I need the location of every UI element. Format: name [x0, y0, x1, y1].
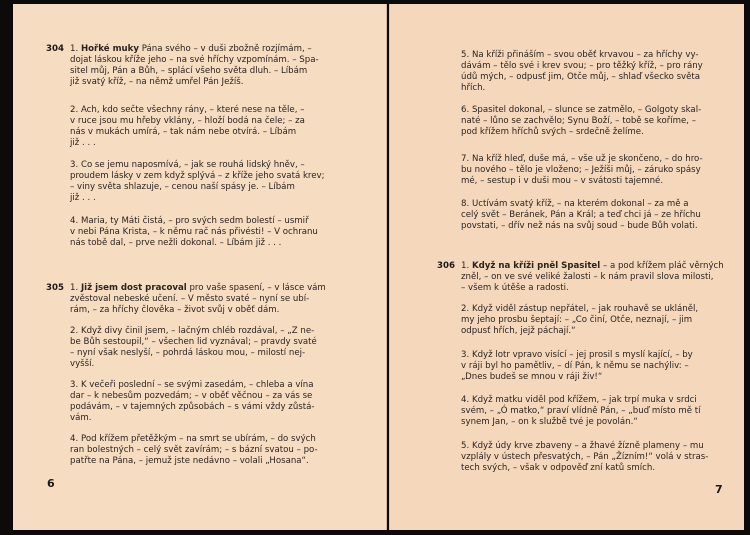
- hymn-title: Když na kříži pněl Spasitel: [471, 261, 601, 271]
- verse-line: 8. Uctívám svatý kříž, – na kterém dokonal – za mě a: [461, 199, 689, 209]
- stanza-number: 5.: [461, 441, 470, 451]
- verse-line: tech svých, – však v odpověď zní katů smích.: [461, 463, 656, 474]
- stanza: [70, 380, 346, 424]
- verse-line: celý svět – Beránek, Pán a Král; a teď chci já – ze hříchu: [461, 210, 701, 221]
- verse-line: v nebi Pána Krista, – k němu rač nás přivésti! – V ochranu: [70, 227, 318, 238]
- verse-line: zvěstoval nebeské učení. – V město svaté – nyní se ubí-: [70, 294, 310, 305]
- stanza: [461, 261, 731, 294]
- verse-line: v ruce jsou mu hřeby vklány, – hloží bodá na čele; – za: [70, 116, 305, 127]
- verse-line: zněl, – on ve své veliké žalosti – k nám pravil slova milosti,: [461, 272, 714, 283]
- stanza: [70, 434, 346, 467]
- stanza-number: 8.: [461, 199, 470, 209]
- verse-line: dar – k nebesům pozvedám; – v oběť věčnou – za vás se: [70, 391, 313, 402]
- stanza: [70, 105, 346, 149]
- verse-line: „Dnes budeš se mnou v ráji živ!“: [461, 372, 603, 383]
- stanza-number: 2.: [461, 304, 470, 314]
- verse-line: 4. Pod křížem přetěžkým – na smrt se ubírám, – do svých: [70, 434, 316, 444]
- stanza-number: 5.: [461, 50, 470, 60]
- stanza: [70, 216, 346, 249]
- verse-line: 5. Na kříži přináším – svou oběť krvavou – za hříchy vy-: [461, 50, 699, 60]
- stanza: [461, 105, 731, 138]
- verse-line: 6. Spasitel dokonal, – slunce se zatmělo, – Golgoty skal-: [461, 105, 702, 115]
- verse-line: již . . .: [70, 138, 96, 149]
- verse-line: sitel můj, Pán a Bůh, – splácí všeho světa dluh. – Líbám: [70, 66, 308, 77]
- verse-line: bu nového – tělo je vloženo; – Ježíši můj, – záruko spásy: [461, 165, 701, 176]
- stanza: [461, 154, 731, 187]
- verse-line: – viny světa shlazuje, – cenou naší spásy je. – Líbám: [70, 182, 295, 193]
- stanza-number: 4.: [70, 216, 79, 226]
- hymn-number: 305: [46, 283, 64, 293]
- stanza-number: 6.: [461, 105, 470, 115]
- stanza-number: 4.: [70, 434, 79, 444]
- verse-line: svém, – „Ó matko,“ praví vlídně Pán, – „buď místo mě tí: [461, 406, 701, 417]
- verse-line: 2. Když viděl zástup nepřátel, – jak rouhavě se ukláněl,: [461, 304, 699, 314]
- verse-line: my jeho prosbu šeptají: – „Co činí, Otče, neznají, – jim: [461, 315, 693, 326]
- stanza-number: 3.: [70, 160, 79, 170]
- verse-line: nás v mukách umírá, – tak nám nebe otvírá. – Líbám: [70, 127, 297, 138]
- stanza-number: 2.: [70, 326, 79, 336]
- stanza-number: 3.: [70, 380, 79, 390]
- left-page: [13, 4, 387, 530]
- verse-line: údů mých, – odpusť jim, Otče můj, – shlaď všecko světa: [461, 72, 701, 83]
- verse-line: hřích.: [461, 83, 486, 94]
- stanza: [70, 283, 346, 316]
- verse-line: proudem lásky v zem když splývá – z kříže jeho svatá krev;: [70, 171, 325, 182]
- verse-line: 1. Když na kříži pněl Spasitel – a pod křížem pláč věrných: [461, 261, 724, 271]
- verse-line: synem Jan, – on k službě tvé je povolán.“: [461, 417, 638, 428]
- stanza-number: 1.: [70, 283, 79, 293]
- verse-line: 7. Na kříž hleď, duše má, – vše už je skončeno, – do hro-: [461, 154, 703, 164]
- verse-line: dojat láskou kříže jeho – na své hříchy vzpomínám. – Spa-: [70, 55, 319, 66]
- verse-line: dávám – tělo své i krev svou; – pro těžký kříž, – pro rány: [461, 61, 703, 72]
- verse-line: 4. Když matku viděl pod křížem, – jak trpí muka v srdci: [461, 395, 697, 405]
- verse-line: – všem k útěše a radosti.: [461, 283, 569, 294]
- verse-line: vám.: [70, 413, 92, 424]
- page-number-left: 6: [47, 477, 55, 490]
- verse-line: povstati, – dřív než nás na svůj soud – bude Bůh volati.: [461, 221, 698, 232]
- stanza: [70, 326, 346, 370]
- stanza-number: 4.: [461, 395, 470, 405]
- verse-line: již svatý kříž, – na němž umřel Pán Ježíš.: [70, 77, 244, 88]
- stanza: [461, 441, 731, 474]
- verse-line: rám, – za hříchy člověka – život svůj v oběť dám.: [70, 305, 280, 316]
- stanza-number: 7.: [461, 154, 470, 164]
- verse-line: vzplály v ústech přesvatých, – Pán „Žízním!“ volá v stras-: [461, 452, 709, 463]
- right-page: [389, 4, 744, 530]
- verse-line: nás tobě dal, – prve nežli dokonal. – Líbám již . . .: [70, 238, 282, 249]
- verse-line: podávám, – v tajemných způsobách – s vámi vždy zůstá-: [70, 402, 315, 413]
- verse-line: be Bůh sestoupil,“ – všechen lid vyznával; – pravdy svaté: [70, 337, 317, 348]
- verse-line: 1. Již jsem dost pracoval pro vaše spasení, – v lásce vám: [70, 283, 326, 293]
- stanza: [461, 395, 731, 428]
- hymn-title: Hořké muky: [80, 44, 139, 54]
- verse-line: patřte na Pána, – jemuž jste nedávno – volali „Hosana“.: [70, 456, 309, 467]
- stanza: [70, 44, 346, 88]
- verse-line: 1. Hořké muky Pána svého – v duši zbožně rozjímám, –: [70, 44, 312, 54]
- stanza: [70, 160, 346, 204]
- verse-line: 2. Když divy činil jsem, – lačným chléb rozdával, – „Z ne-: [70, 326, 315, 336]
- stanza: [461, 350, 731, 383]
- stanza-number: 2.: [70, 105, 79, 115]
- verse-line: 3. Co se jemu naposmívá, – jak se rouhá lidský hněv, –: [70, 160, 305, 170]
- stanza: [461, 50, 731, 94]
- stanza-number: 1.: [70, 44, 79, 54]
- verse-line: 2. Ach, kdo sečte všechny rány, – které nese na těle, –: [70, 105, 305, 115]
- page-number-right: 7: [715, 483, 723, 496]
- stanza: [461, 304, 731, 337]
- stanza-number: 3.: [461, 350, 470, 360]
- verse-line: ran bolestných – celý svět zavírám; – s bázní svatou – po-: [70, 445, 318, 456]
- hymn-title: Již jsem dost pracoval: [80, 283, 187, 293]
- verse-line: 3. K večeři poslední – se svými zasedám, – chleba a vína: [70, 380, 314, 390]
- verse-line: – nyní však neslyší, – pohrdá láskou mou, – milostí nej-: [70, 348, 306, 359]
- verse-line: odpusť hřích, jejž páchají.“: [461, 326, 576, 337]
- verse-line: 5. Když údy krve zbaveny – a žhavé žízně plameny – mu: [461, 441, 704, 451]
- hymn-number: 304: [46, 44, 64, 54]
- verse-line: již . . .: [70, 193, 96, 204]
- verse-line: 3. Když lotr vpravo visící – jej prosil s myslí kající, – by: [461, 350, 693, 360]
- stanza: [461, 199, 731, 232]
- verse-line: 4. Maria, ty Máti čistá, – pro svých sedm bolestí – usmiř: [70, 216, 309, 226]
- verse-line: vyšší.: [70, 359, 95, 370]
- verse-line: mé, – sestup i v duši mou – v svátosti tajemné.: [461, 176, 664, 187]
- hymn-number: 306: [437, 261, 455, 271]
- verse-line: v ráji byl ho pamětliv, – dí Pán, k němu se nachýliv: –: [461, 361, 689, 372]
- verse-line: pod křížem hříchů svých – srdečně želíme.: [461, 127, 644, 138]
- stanza-number: 1.: [461, 261, 470, 271]
- verse-line: naté – lůno se zachvělo; Synu Boží, – tobě se koříme, –: [461, 116, 697, 127]
